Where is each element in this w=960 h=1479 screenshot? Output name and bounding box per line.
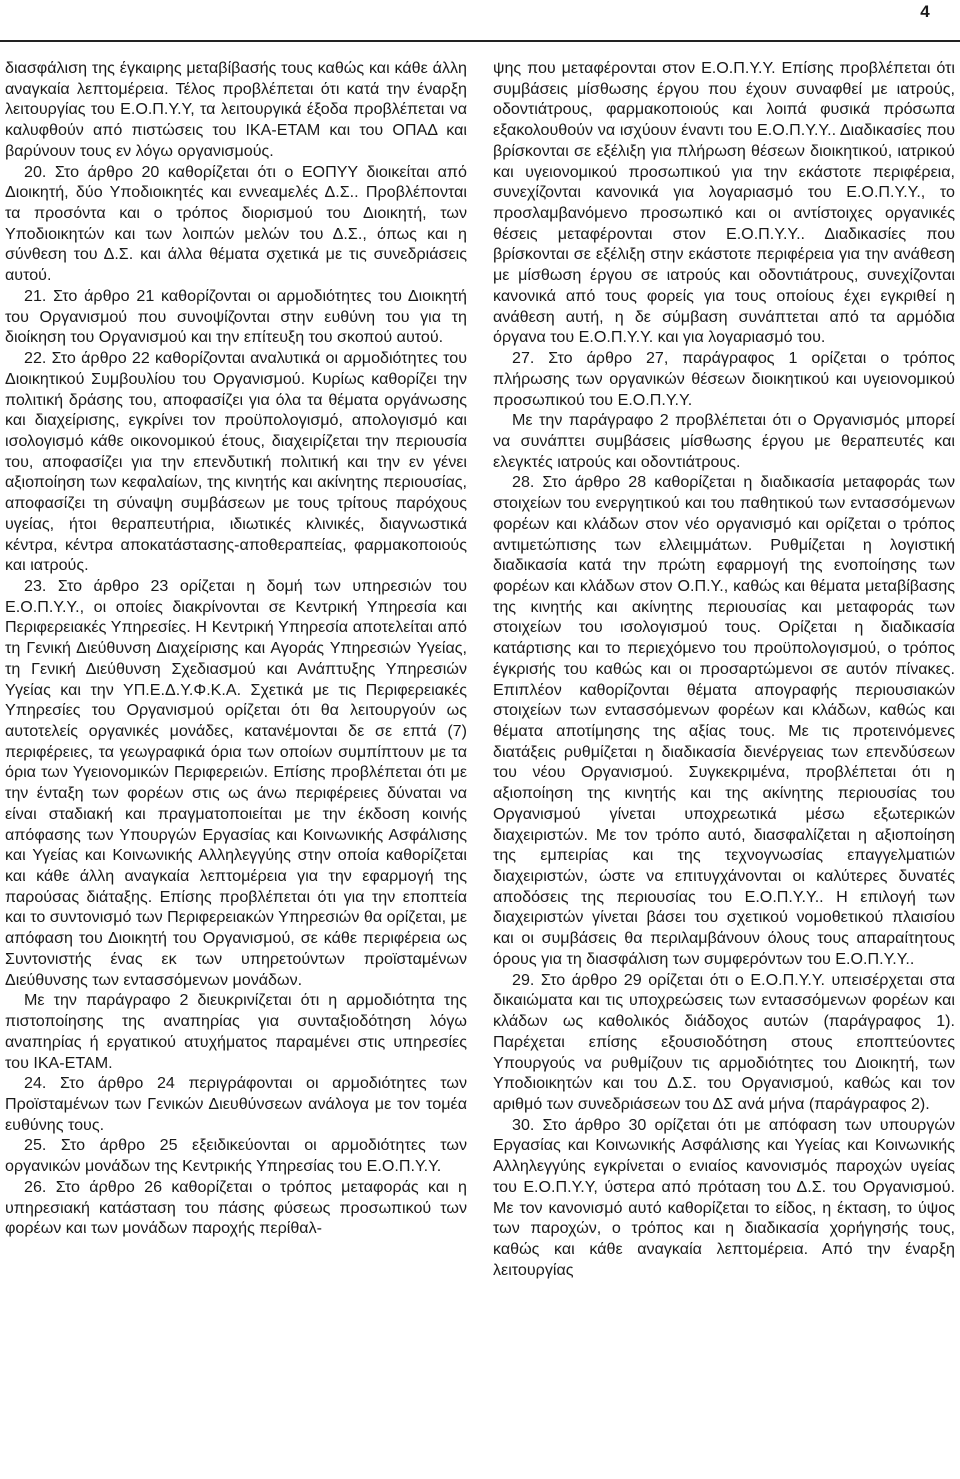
header-rule [0,40,960,42]
paragraph: 28. Στο άρθρο 28 καθορίζεται η διαδικασία μεταφοράς των στοιχείων του ενεργητικού και του παθητικού των εντασσόμενων φορέων και κλάδων στον νέο οργανισμό και ορίζεται ο τρόπος αντιμετώπισης των ελλειμμάτων. Ρυθμίζεται η λογιστική διαδικασία κατά την πρώτη εφαρμογή της ενοποίησης των φορέων και κλάδων στον Ο.Π.Υ., καθώς και θέματα μεταβίβασης της κινητής και ακίνητης περιουσίας και μεταφοράς των στοιχείων του ισολογισμού τους. Ορίζεται η διαδικασία κατάρτισης και το περιεχόμενο του προϋπολογισμού, ο τρόπος έγκρισής του καθώς και οι προσαρτώμενοι σε αυτόν πίνακες. Επιπλέον καθορίζονται θέματα απογραφής περιουσιακών στοιχείων των εντασσόμενων φορέων και κλάδων, καθώς και θέματα αποτίμησης της αξίας τους. Με τις προτεινόμενες διατάξεις ρυθμίζεται η διαδικασία διενέργειας των επενδύσεων του νέου Οργανισμού. Συγκεκριμένα, προβλέπεται ότι η αξιοποίηση της κινητής και της ακίνητης περιουσίας του Οργανισμού γίνεται υποχρεωτικά μέσω εξωτερικών διαχειριστών. Με τον τρόπο αυτό, διασφαλίζεται η αξιοποίηση της εμπειρίας και της τεχνογνωσίας επαγγελματιών διαχειριστών, ώστε να επιτυγχάνονται οι καλύτερες δυνατές αποδόσεις της περιουσίας του Ε.Ο.Π.Υ.Υ.. Η επιλογή των διαχειριστών γίνεται βάσει του σχετικού νομοθετικού πλαισίου και οι συμβάσεις θα περιλαμβάνουν όλους τους απαραίτητους όρους για τη διασφάλιση των συμφερόντων του Ε.Ο.Π.Υ.Υ.. [493,473,955,968]
paragraph: Με την παράγραφο 2 διευκρινίζεται ότι η αρμοδιότητα της πιστοποίησης της αναπηρίας για συνταξιοδότηση λόγω αναπηρίας ή εργατικού ατυχήματος παραμένει στις υπηρεσίες του ΙΚΑ-ΕΤΑΜ. [5,991,467,1072]
paragraph: 25. Στο άρθρο 25 εξειδικεύονται οι αρμοδιότητες των οργανικών μονάδων της Κεντρικής Υπηρεσίας του Ε.Ο.Π.Υ.Υ. [5,1136,467,1176]
paragraph: 22. Στο άρθρο 22 καθορίζονται αναλυτικά οι αρμοδιότητες του Διοικητικού Συμβουλίου του Οργανισμού. Κυρίως καθορίζει την πολιτική δράσης του, αποφασίζει για όλα τα θέματα οργάνωσης και διαχείρισης, εγκρίνει τον προϋπολογισμό, απολογισμό και ισολογισμό κάθε οικονομικού έτους, διαχειρίζεται την περιουσία του, αποφασίζει για την επενδυτική πολιτική και την εν γένει αξιοποίηση των κεφαλαίων, της κινητής και ακίνητης περιουσίας, αποφασίζει τη σύναψη συμβάσεων με τους τρίτους παρόχους υγείας, ήτοι θεραπευτήρια, ιδιωτικές κλινικές, διαγνωστικά κέντρα, κέντρα αποκατάστασης-αποθεραπείας, φαρμακοποιούς και ιατρούς. [5,349,467,575]
paragraph: 21. Στο άρθρο 21 καθορίζονται οι αρμοδιότητες του Διοικητή του Οργανισμού που συνοψίζονται στην ευθύνη του για τη διοίκηση του Οργανισμού και την επίτευξη του σκοπού αυτού. [5,286,467,347]
paragraph: Με την παράγραφο 2 προβλέπεται ότι ο Οργανισμός μπορεί να συνάπτει συμβάσεις μίσθωσης έργου με θεραπευτές και ελεγκτές ιατρούς και οδοντιάτρους. [493,411,955,471]
paragraph: 26. Στο άρθρο 26 καθορίζεται ο τρόπος μεταφοράς και η υπηρεσιακή κατάσταση του πάσης φύσεως προσωπικού των φορέων και των μονάδων παροχής περίθαλ- [5,1177,467,1238]
page-number: 4 [920,2,930,21]
paragraph: 29. Στο άρθρο 29 ορίζεται ότι ο Ε.Ο.Π.Υ.Υ. υπεισέρχεται στα δικαιώματα και τις υποχρεώσεις των εντασσόμενων φορέων και κλάδων ως καθολικός διάδοχος αυτών (παράγραφος 1). Παρέχεται επίσης εξουσιοδότηση στους εποπτεύοντες Υπουργούς να ρυθμίζουν τις αρμοδιότητες του Διοικητή, των Υποδιοικητών και του Δ.Σ. του Οργανισμού, καθώς και τον αριθμό των συνεδριάσεων του ΔΣ ανά μήνα (παράγραφος 2). [493,970,955,1113]
right-column [493,58,955,1280]
paragraph: 30. Στο άρθρο 30 ορίζεται ότι με απόφαση των υπουργών Εργασίας και Κοινωνικής Ασφάλισης και Υγείας και Κοινωνικής Αλληλεγγύης εγκρίνεται ο ενιαίος κανονισμός παροχών υγείας του Ε.Ο.Π.Υ.Υ, ύστερα από πρόταση του Δ.Σ. του Οργανισμού. Με τον κανονισμό αυτό καθορίζεται το είδος, η έκταση, το ύψος των παροχών, ο τρόπος και η διαδικασία χορήγησής τους, καθώς και κάθε αναγκαία λεπτομέρεια. Από την έναρξη λειτουργίας [493,1115,955,1279]
paragraph: 27. Στο άρθρο 27, παράγραφος 1 ορίζεται ο τρόπος πλήρωσης των οργανικών θέσεων διοικητικού και υγειονομικού προσωπικού του Ε.Ο.Π.Υ.Υ. [493,349,955,409]
paragraph: ψης που μεταφέρονται στον Ε.Ο.Π.Υ.Υ. Επίσης προβλέπεται ότι συμβάσεις μίσθωσης έργου που έχουν συναφθεί με ιατρούς, οδοντιάτρους, φαρμακοποιούς και λοιπά φυσικά πρόσωπα εξακολουθούν να ισχύουν έναντι του Ε.Ο.Π.Υ.Υ.. Διαδικασίες που βρίσκονται σε εξέλιξη για πλήρωση θέσεων διοικητικού, ιατρικού και υγειονομικού προσωπικού για την εκάστοτε περιφέρεια, συνεχίζονται κανονικά για λογαριασμό του Ε.Ο.Π.Υ.Υ., το προσλαμβανόμενο προσωπικό και οι αντίστοιχες οργανικές θέσεις μεταφέρονται στον Ε.Ο.Π.Υ.Υ.. Διαδικασίες που βρίσκονται σε εξέλιξη στην εκάστοτε περιφέρεια για την ανάθεση με μίσθωση έργου σε ιατρούς και οδοντιάτρους, συνεχίζονται κανονικά από τους φορείς για τους οποίους έχει εγκριθεί η ανάθεση αυτή, η δε σύμβαση συνάπτεται από τα αρμόδια όργανα του Ε.Ο.Π.Υ.Υ. και για λογαριασμό του. [493,59,955,347]
paragraph: διασφάλιση της έγκαιρης μεταβίβασής τους καθώς και κάθε άλλη αναγκαία λεπτομέρεια. Τέλος προβλέπεται ότι κατά την έναρξη λειτουργίας του Ε.Ο.Π.Υ.Υ, τα λειτουργικά έξοδα προβλέπεται να καλυφθούν από πιστώσεις του ΙΚΑ-ΕΤΑΜ και του ΟΠΑΔ και βαρύνουν τους εν λόγω οργανισμούς. [5,59,467,160]
paragraph: 24. Στο άρθρο 24 περιγράφονται οι αρμοδιότητες των Προϊσταμένων των Γενικών Διευθύνσεων ανάλογα με τον τομέα ευθύνης τους. [5,1074,467,1134]
paragraph: 23. Στο άρθρο 23 ορίζεται η δομή των υπηρεσιών του Ε.Ο.Π.Υ.Υ., οι οποίες διακρίνονται σε Κεντρική Υπηρεσία και Περιφερειακές Υπηρεσίες. Η Κεντρική Υπηρεσία αποτελείται από τη Γενική Διεύθυνση Διαχείρισης και Αγοράς Υπηρεσιών Υγείας, τη Γενική Διεύθυνση Σχεδιασμού και Ανάπτυξης Υπηρεσιών Υγείας και την ΥΠ.Ε.Δ.Υ.Φ.Κ.Α. Σχετικά με τις Περιφερειακές Υπηρεσίες του Οργανισμού ορίζεται ότι θα λειτουργούν ως αυτοτελείς οργανικές μονάδες, κατανέμονται δε σε επτά (7) περιφέρειες, τα γεωγραφικά όρια των οποίων συμπίπτουν με τα όρια των Υγειονομικών Περιφερειών. Επίσης προβλέπεται ότι με την ένταξη των φορέων στις ως άνω περιφέρειες δύναται να είναι σταδιακή και πραγματοποιείται με την έκδοση κοινής απόφασης των Υπουργών Εργασίας και Κοινωνικής Ασφάλισης και Υγείας και Κοινωνικής Αλληλεγγύης στην οποία καθορίζεται και κάθε άλλη αναγκαία λεπτομέρεια για την εφαρμογή της παρούσας διάταξης. Επίσης προβλέπεται ότι για την εποπτεία και το συντονισμό των Περιφερειακών Υπηρεσιών θα ορίζεται, με απόφαση του Διοικητή του Οργανισμού, σε κάθε περιφέρεια ως Συντονιστής ένας εκ των υπηρετούντων προϊσταμένων Διεύθυνσης των εντασσόμενων μονάδων. [5,576,467,989]
paragraph: 20. Στο άρθρο 20 καθορίζεται ότι ο ΕΟΠΥΥ διοικείται από Διοικητή, δύο Υποδιοικητές και εννεαμελές Δ.Σ.. Προβλέπονται τα προσόντα και ο τρόπος διορισμού του Διοικητή, των Υποδιοικητών και των λοιπών μελών του Δ.Σ., όπως και η σύνθεση του Δ.Σ. και άλλα θέματα σχετικά με τις συνεδριάσεις αυτού. [5,162,467,285]
left-column [5,58,467,1239]
